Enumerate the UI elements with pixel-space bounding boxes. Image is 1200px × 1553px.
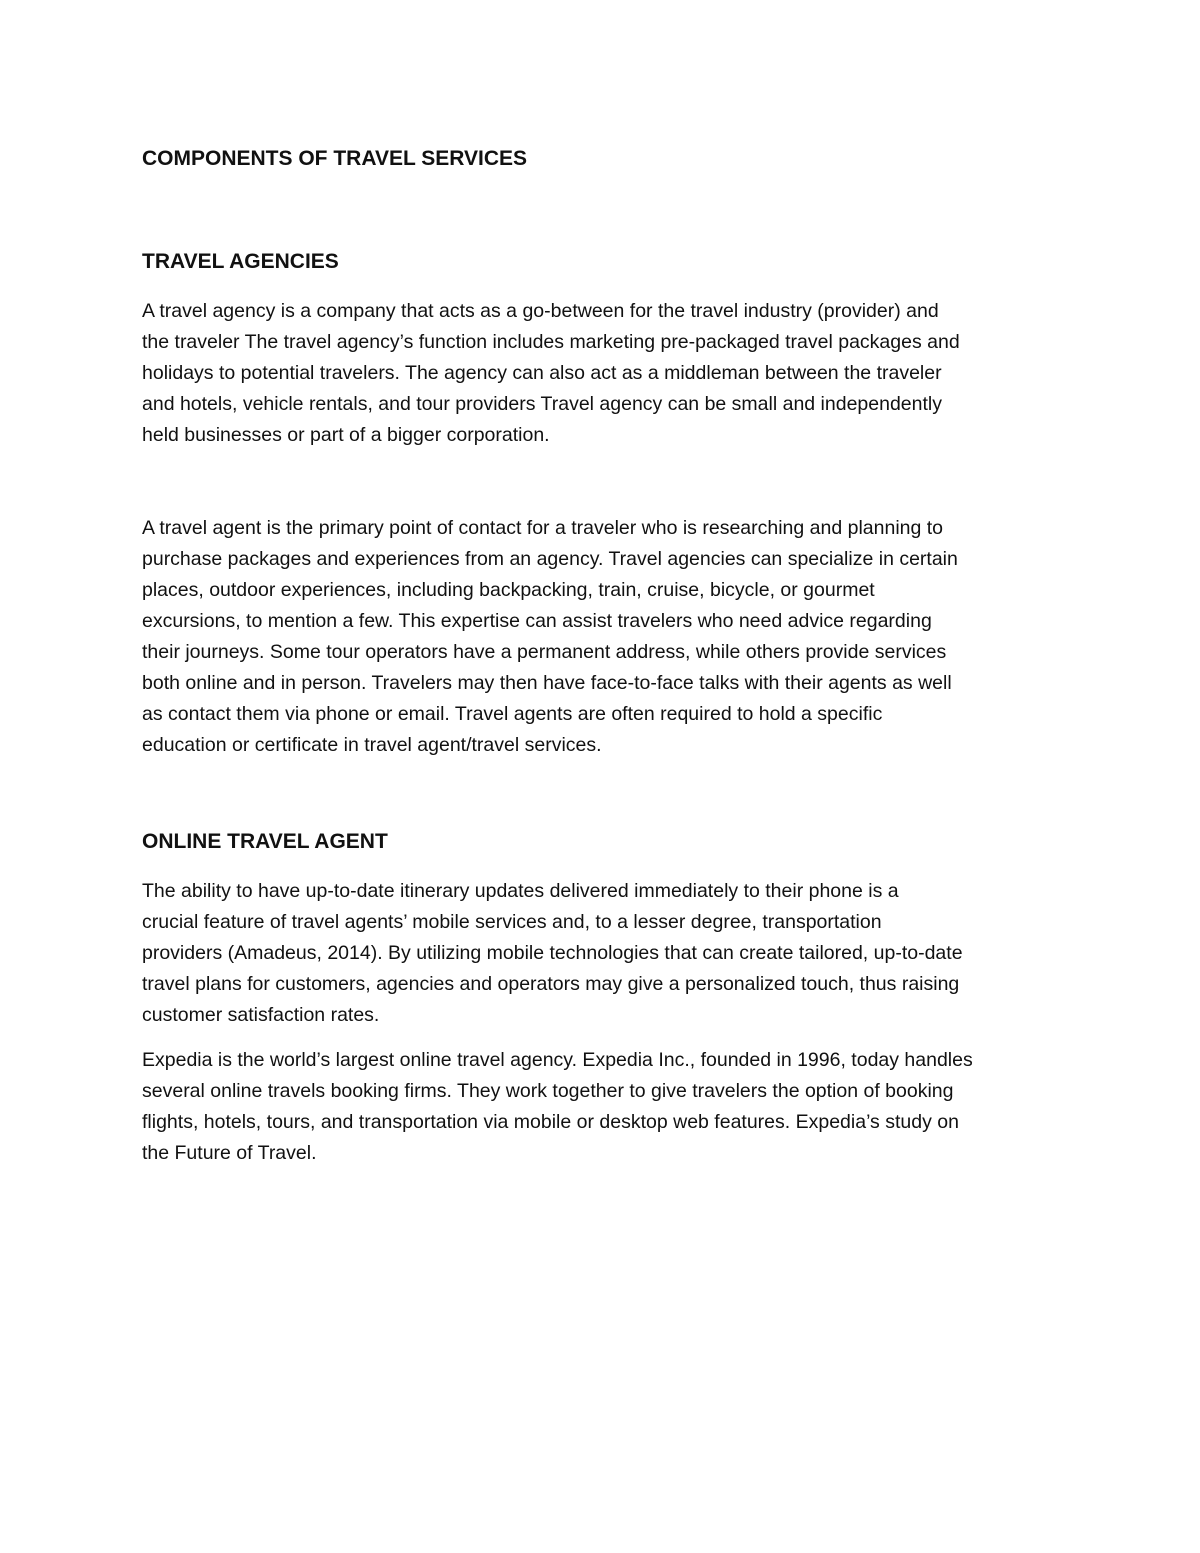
paragraph-travel-agency-definition [142,296,1067,451]
text-line: as contact them via phone or email. Travel agents are often required to hold a specific [142,703,883,725]
text-line: travel plans for customers, agencies and operators may give a personalized touch, thus raising [142,973,960,995]
text-line: the traveler The travel agency’s function includes marketing pre-packaged travel packages and [142,331,960,353]
text-line: holidays to potential travelers. The agency can also act as a middleman between the traveler [142,362,942,384]
section-heading-travel-agencies: TRAVEL AGENCIES [142,250,339,273]
text-line: excursions, to mention a few. This expertise can assist travelers who need advice regarding [142,610,932,632]
text-line: A travel agent is the primary point of contact for a traveler who is researching and planning to [142,517,944,539]
text-line: purchase packages and experiences from an agency. Travel agencies can specialize in certain [142,548,958,570]
text-line: The ability to have up-to-date itinerary updates delivered immediately to their phone is a [142,880,899,902]
text-line: their journeys. Some tour operators have a permanent address, while others provide services [142,641,947,663]
paragraph-expedia [142,1045,1067,1169]
section-heading-online-travel-agent: ONLINE TRAVEL AGENT [142,830,388,853]
text-line: customer satisfaction rates. [142,1004,380,1026]
text-line: both online and in person. Travelers may then have face-to-face talks with their agents as well [142,672,952,694]
text-line: A travel agency is a company that acts as a go-between for the travel industry (provider) and [142,300,939,322]
text-line: and hotels, vehicle rentals, and tour providers Travel agency can be small and independently [142,393,942,415]
text-line: the Future of Travel. [142,1142,317,1164]
text-line: several online travels booking firms. They work together to give travelers the option of booking [142,1080,954,1102]
text-line: places, outdoor experiences, including backpacking, train, cruise, bicycle, or gourmet [142,579,875,601]
text-line: held businesses or part of a bigger corporation. [142,424,550,446]
text-line: providers (Amadeus, 2014). By utilizing mobile technologies that can create tailored, up-to-date [142,942,963,964]
text-line: crucial feature of travel agents’ mobile services and, to a lesser degree, transportation [142,911,882,933]
text-line: Expedia is the world’s largest online travel agency. Expedia Inc., founded in 1996, today handles [142,1049,973,1071]
text-line: flights, hotels, tours, and transportation via mobile or desktop web features. Expedia’s study on [142,1111,959,1133]
text-line: education or certificate in travel agent/travel services. [142,734,602,756]
paragraph-travel-agent-role [142,513,1067,761]
document-title: COMPONENTS OF TRAVEL SERVICES [142,147,528,170]
paragraph-mobile-itinerary [142,876,1067,1031]
